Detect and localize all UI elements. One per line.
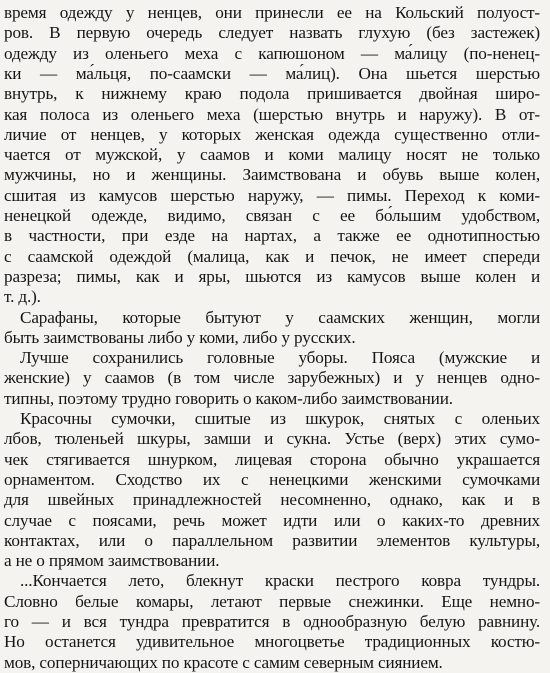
text-line: ров. В первую очередь следует назвать глухую (без застежек) <box>4 23 540 43</box>
text-line: Красочны сумочки, сшитые из шкурок, снятых с оленьих <box>20 409 540 428</box>
text-line: Но останется удивительное многоцветье традиционных костю- <box>4 632 540 652</box>
text-line: с саамской одеждой (малица, как и печок, не имеет спереди <box>4 246 540 266</box>
text-line: внутрь, к нижнему краю подола пришивается двойная широ- <box>4 84 540 104</box>
text-line: для швейных принадлежностей несомненно, однако, как и в <box>4 490 540 510</box>
text-line: чается от мужской, у саамов и коми малицу носят не только <box>4 145 540 165</box>
text-line: Сарафаны, которые бытуют у саамских женщин, могли <box>20 307 540 327</box>
text-line: мужчины, но и женщины. Заимствована и обувь выше колен, <box>4 165 540 185</box>
text-line: ки — ма́льця, по-саамски — ма́лиц). Она шьется шерстью <box>4 63 540 83</box>
text-line: время одежду у ненцев, они принесли ее на Кольский полуост- <box>4 3 540 22</box>
text-line: орнаментом. Сходство их с ненецкими женскими сумочками <box>4 469 540 489</box>
text-line: чек стягивается шнурком, лицевая сторона обычно украшается <box>4 449 540 469</box>
text-line: случае с поясами, речь может идти или о каких-то древних <box>4 510 540 530</box>
text-line: Словно белые комары, летают первые снежинки. Еще немно- <box>4 591 540 611</box>
text-line: быть заимствованы либо у коми, либо у русских. <box>4 327 356 347</box>
text-line: ...Кончается лето, блекнут краски пестрого ковра тундры. <box>20 571 540 591</box>
text-line: разреза; пимы, как и яры, шьются из камусов выше колен и <box>4 266 540 286</box>
text-line: Лучше сохранились головные уборы. Пояса (мужские и <box>20 348 540 368</box>
text-line: в частности, при езде на нартах, а также ее однотипностью <box>4 226 540 246</box>
text-line: типны, поэтому трудно говорить о каком-либо заимствовании. <box>4 388 453 408</box>
text-line: сшитая из камусов шерстью наружу, — пимы. Переход к коми- <box>4 185 540 205</box>
text-line: лбов, тюленьей шкуры, замши и сукна. Устье (верх) этих сумо- <box>4 429 540 449</box>
text-line: контактах, или о параллельном развитии элементов культуры, <box>4 530 540 550</box>
text-line: а не о прямом заимствовании. <box>4 551 220 571</box>
text-line: го — и вся тундра превратится в однообразную белую равнину. <box>4 612 540 631</box>
text-line: личие от ненцев, у которых женская одежда существенно отли- <box>4 124 540 144</box>
text-line: одежду из оленьего меха с капюшоном — ма́лицу (по-ненец- <box>4 43 540 63</box>
text-line: мов, соперничающих по красоте с самим северным сиянием. <box>4 652 443 672</box>
text-line: кая полоса из оленьего меха (шерстью внутрь и наружу). В от- <box>4 104 540 124</box>
text-line: т. д.). <box>4 287 41 307</box>
text-line: женские) у саамов (в том числе зарубежных) и у ненцев одно- <box>4 368 540 388</box>
text-line: ненецкой одежде, видимо, связан с ее бо́льшим удобством, <box>4 206 540 225</box>
